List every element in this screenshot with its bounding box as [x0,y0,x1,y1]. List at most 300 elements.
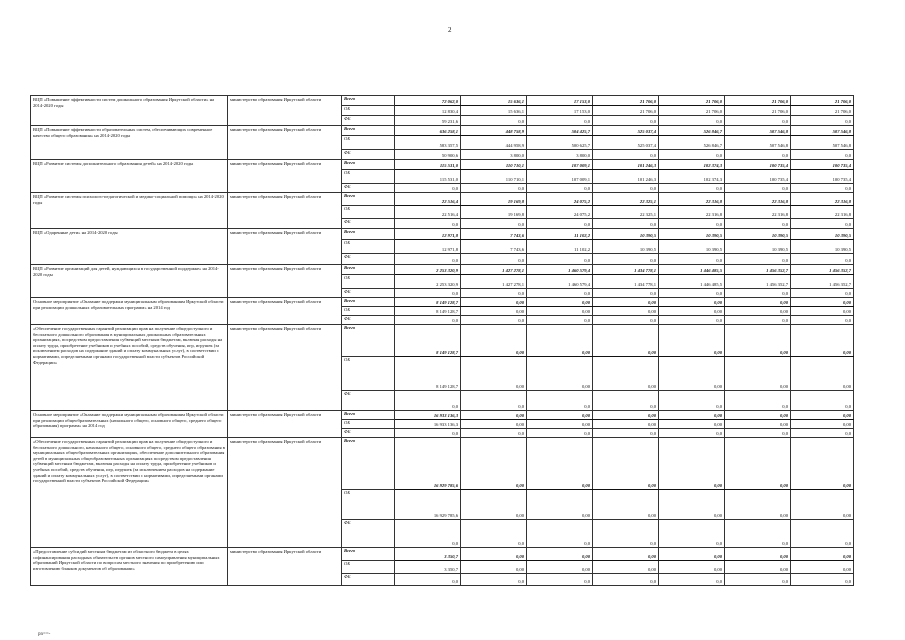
amount-cell: 507 546,8 [791,126,854,136]
amount-cell: 72 062,0 [395,96,461,106]
funding-source: ОБ [342,275,395,289]
amount-cell: 0,00 [791,490,854,520]
program-name: ВЦП «Повышение эффективности образовательных систем, обеспечивающих современное качество общего образования» на 2014-2020 годы [31,126,228,160]
amount-cell: 526 846,7 [659,126,725,136]
amount-cell: 15 636,1 [461,96,527,106]
amount-cell: 0,0 [791,289,854,298]
amount-cell: 0,00 [527,420,593,429]
funding-source: ОБ [342,561,395,574]
funding-source: Всего [342,160,395,170]
amount-cell: 0,0 [659,520,725,548]
amount-cell: 0,0 [527,219,593,229]
budget-table [30,95,854,586]
amount-cell: 0,0 [593,116,659,126]
amount-cell: 0,0 [395,520,461,548]
amount-cell: 0,00 [593,298,659,307]
funding-source: Всего [342,411,395,420]
funding-source: ФБ [342,574,395,586]
amount-cell: 0,00 [593,490,659,520]
amount-cell: 0,00 [527,411,593,420]
amount-cell: 0,0 [791,316,854,325]
amount-cell: 21 706,0 [725,106,791,116]
amount-cell: 16 933 136,3 [395,420,461,429]
amount-cell: 0,00 [659,490,725,520]
amount-cell: 3 800,0 [527,150,593,160]
program-name: Основное мероприятие «Оказание поддержки муниципальным образованиям Иркутской области при реализации общеобразовательных (начального общего, основного общего, среднего общего образования) программ» на 2014 год [31,411,228,438]
amount-cell: 0,00 [593,561,659,574]
amount-cell: 1 456 352,7 [725,275,791,289]
amount-cell: 0,0 [791,116,854,126]
amount-cell: 115 531,0 [395,170,461,184]
amount-cell: 0,0 [527,254,593,265]
amount-cell: 0,00 [725,561,791,574]
amount-cell: 0,0 [791,150,854,160]
funding-source: ОБ [342,420,395,429]
program-name: «Обеспечение государственных гарантий реализации прав на получение общедоступного и бесплатного дошкольного образования в муниципальных дошкольных образовательных организациях, посредством предоставления субвенций местным бюджетам, включая расходы на оплату труда, приобретение учебников и учебных пособий, средств обучения, игр, игрушек (за исключением расходов на содержание зданий и оплату коммунальных услуг), в соответствии с нормативами, определяемыми органами государственной власти субъектов Российской Федерации» [31,325,228,411]
funding-source: Всего [342,126,395,136]
amount-cell: 16 933 136,3 [395,411,461,420]
amount-cell: 10 390,5 [791,229,854,240]
executor: министерство образования Иркутской области [228,438,342,548]
amount-cell: 0,00 [659,411,725,420]
amount-cell: 8 149 128,7 [395,298,461,307]
amount-cell: 0,00 [725,357,791,391]
footer-mark: pn==- [38,632,51,637]
amount-cell: 3 350,7 [395,548,461,561]
funding-source: ФБ [342,520,395,548]
amount-cell: 22 316,8 [725,193,791,206]
funding-source: ОБ [342,170,395,184]
amount-cell: 507 546,8 [725,136,791,150]
executor: министерство образования Иркутской области [228,229,342,265]
amount-cell: 0,00 [527,490,593,520]
table-row [31,193,854,206]
amount-cell: 0,0 [659,316,725,325]
amount-cell: 1 427 278,1 [461,265,527,275]
amount-cell: 0,00 [791,307,854,316]
amount-cell: 0,00 [593,420,659,429]
amount-cell: 22 316,8 [791,206,854,219]
amount-cell: 0,0 [659,289,725,298]
amount-cell: 10 390,5 [659,240,725,254]
amount-cell: 0,00 [659,438,725,490]
amount-cell: 19 169,8 [461,206,527,219]
amount-cell: 0,0 [659,219,725,229]
executor: министерство образования Иркутской области [228,193,342,229]
amount-cell: 0,00 [461,438,527,490]
amount-cell: 0,0 [593,391,659,411]
amount-cell: 526 846,7 [659,136,725,150]
amount-cell: 507 546,8 [725,126,791,136]
amount-cell: 448 758,9 [461,126,527,136]
funding-source: Всего [342,438,395,490]
amount-cell: 22 325,1 [593,193,659,206]
amount-cell: 0,0 [593,184,659,193]
amount-cell: 10 390,5 [791,240,854,254]
amount-cell: 0,00 [791,420,854,429]
amount-cell: 0,0 [725,254,791,265]
amount-cell: 0,00 [593,438,659,490]
amount-cell: 11 102,2 [527,240,593,254]
amount-cell: 0,0 [593,429,659,438]
amount-cell: 0,00 [659,325,725,357]
amount-cell: 0,0 [527,429,593,438]
amount-cell: 500 625,7 [527,136,593,150]
amount-cell: 1 456 352,7 [791,265,854,275]
funding-source: ФБ [342,150,395,160]
amount-cell: 0,0 [659,429,725,438]
amount-cell: 0,00 [461,420,527,429]
amount-cell: 0,0 [791,429,854,438]
amount-cell: 8 149 128,7 [395,325,461,357]
amount-cell: 0,00 [725,420,791,429]
amount-cell: 0,00 [461,490,527,520]
funding-source: ФБ [342,254,395,265]
amount-cell: 0,0 [461,254,527,265]
amount-cell: 101 246,3 [593,170,659,184]
amount-cell: 24 075,2 [527,206,593,219]
amount-cell: 0,00 [791,561,854,574]
amount-cell: 0,0 [791,254,854,265]
amount-cell: 0,0 [461,116,527,126]
funding-source: ОБ [342,240,395,254]
amount-cell: 16 929 785,6 [395,438,461,490]
amount-cell: 0,00 [791,325,854,357]
amount-cell: 0,00 [791,298,854,307]
funding-source: ОБ [342,490,395,520]
amount-cell: 0,0 [593,520,659,548]
funding-source: ФБ [342,184,395,193]
amount-cell: 0,00 [725,490,791,520]
amount-cell: 0,0 [461,184,527,193]
amount-cell: 0,00 [725,411,791,420]
amount-cell: 0,00 [527,561,593,574]
executor: министерство образования Иркутской области [228,298,342,325]
amount-cell: 10 390,5 [725,240,791,254]
amount-cell: 0,00 [461,307,527,316]
amount-cell: 100 735,4 [725,160,791,170]
amount-cell: 0,00 [461,325,527,357]
amount-cell: 0,0 [725,219,791,229]
amount-cell: 0,0 [593,289,659,298]
amount-cell: 0,0 [461,289,527,298]
amount-cell: 0,00 [461,298,527,307]
amount-cell: 8 149 128,7 [395,357,461,391]
amount-cell: 1 434 778,1 [593,265,659,275]
amount-cell: 17 153,0 [527,96,593,106]
amount-cell: 0,00 [791,438,854,490]
amount-cell: 1 427 278,1 [461,275,527,289]
amount-cell: 0,00 [593,411,659,420]
program-name: ВЦП «Повышение эффективности систем дошкольного образования Иркутской области» на 2014-2020 годы [31,96,228,126]
amount-cell: 10 390,5 [725,229,791,240]
amount-cell: 0,0 [659,116,725,126]
amount-cell: 0,0 [725,150,791,160]
amount-cell: 0,00 [659,298,725,307]
amount-cell: 0,00 [527,298,593,307]
amount-cell: 525 037,4 [593,126,659,136]
amount-cell: 0,00 [659,561,725,574]
amount-cell: 0,0 [593,316,659,325]
amount-cell: 0,0 [791,574,854,586]
program-name: ВЦП «Развитие организаций для детей, нуждающихся в государственной поддержке» на 2014-2020 годы [31,265,228,298]
amount-cell: 101 246,3 [593,160,659,170]
amount-cell: 2 253 320,9 [395,265,461,275]
amount-cell: 0,00 [659,357,725,391]
amount-cell: 15 636,1 [461,106,527,116]
program-name: «Предоставление субсидий местным бюджетам из областного бюджета в целях софинансирования расходных обязательств органов местного самоуправления муниципальных образований Иркутской области по вопросам местного значения по приобретению или изготовлению бланков документов об образовании» [31,548,228,586]
amount-cell: 8 149 128,7 [395,307,461,316]
amount-cell: 0,00 [725,325,791,357]
amount-cell: 0,0 [461,520,527,548]
table-row [31,96,854,106]
amount-cell: 0,00 [593,357,659,391]
amount-cell: 0,0 [725,391,791,411]
amount-cell: 0,00 [659,307,725,316]
amount-cell: 0,0 [791,391,854,411]
amount-cell: 0,0 [593,150,659,160]
funding-source: Всего [342,229,395,240]
funding-source: ОБ [342,136,395,150]
amount-cell: 12 971,8 [395,240,461,254]
amount-cell: 0,0 [659,184,725,193]
amount-cell: 1 460 579,4 [527,265,593,275]
amount-cell: 22 325,1 [593,206,659,219]
funding-source: ФБ [342,219,395,229]
amount-cell: 0,0 [527,116,593,126]
amount-cell: 0,00 [725,438,791,490]
amount-cell: 636 258,1 [395,126,461,136]
amount-cell: 21 706,0 [725,96,791,106]
amount-cell: 0,0 [725,520,791,548]
funding-source: ОБ [342,307,395,316]
amount-cell: 0,0 [395,254,461,265]
amount-cell: 0,0 [593,254,659,265]
amount-cell: 0,00 [527,548,593,561]
amount-cell: 1 446 485,5 [659,275,725,289]
program-name: «Обеспечение государственных гарантий реализации прав на получение общедоступного и бесплатного дошкольного, начального общего, основного общего, среднего общего образования в муниципальных общеобразовательных организациях, обеспечение дополнительного образования детей в муниципальных общеобразовательных организациях посредством предоставления субвенций местным бюджетам, включая расходы на оплату труда, приобретение учебников и учебных пособий, средств обучения, игр, игрушек (за исключением расходов на содержание зданий и оплату коммунальных услуг), в соответствии с нормативами, определяемыми органами государственной власти субъектов Российской Федерации» [31,438,228,548]
table-row [31,229,854,240]
amount-cell: 17 153,0 [527,106,593,116]
amount-cell: 24 075,2 [527,193,593,206]
amount-cell: 0,00 [461,561,527,574]
amount-cell: 0,00 [461,411,527,420]
amount-cell: 0,0 [659,150,725,160]
program-name: ВЦП «Одаренные дети» на 2014-2020 годы [31,229,228,265]
amount-cell: 0,0 [725,116,791,126]
amount-cell: 504 425,7 [527,126,593,136]
amount-cell: 2 253 320,9 [395,275,461,289]
amount-cell: 16 929 785,6 [395,490,461,520]
executor: министерство образования Иркутской области [228,126,342,160]
executor: министерство образования Иркутской области [228,265,342,298]
amount-cell: 12 971,8 [395,229,461,240]
table-row [31,265,854,275]
amount-cell: 21 706,0 [659,96,725,106]
amount-cell: 0,0 [395,289,461,298]
amount-cell: 0,0 [395,316,461,325]
executor: министерство образования Иркутской области [228,96,342,126]
amount-cell: 0,0 [791,520,854,548]
funding-source: ФБ [342,429,395,438]
table-row [31,438,854,490]
table-row [31,298,854,307]
amount-cell: 0,0 [659,574,725,586]
amount-cell: 0,0 [461,574,527,586]
amount-cell: 12 830,4 [395,106,461,116]
amount-cell: 21 706,0 [593,96,659,106]
amount-cell: 444 958,9 [461,136,527,150]
amount-cell: 0,0 [725,184,791,193]
amount-cell: 0,0 [461,219,527,229]
amount-cell: 0,00 [461,548,527,561]
amount-cell: 7 743,6 [461,229,527,240]
budget-table-container [30,95,853,586]
amount-cell: 10 390,5 [659,229,725,240]
page-number: 2 [448,26,452,34]
table-row [31,548,854,561]
executor: министерство образования Иркутской области [228,411,342,438]
amount-cell: 0,00 [725,307,791,316]
amount-cell: 0,00 [791,411,854,420]
executor: министерство образования Иркутской области [228,160,342,193]
amount-cell: 3 350,7 [395,561,461,574]
funding-source: ФБ [342,116,395,126]
funding-source: ОБ [342,357,395,391]
amount-cell: 0,00 [527,325,593,357]
executor: министерство образования Иркутской области [228,325,342,411]
executor: министерство образования Иркутской области [228,548,342,586]
amount-cell: 0,00 [725,298,791,307]
amount-cell: 0,0 [725,574,791,586]
amount-cell: 0,0 [461,429,527,438]
amount-cell: 21 706,0 [659,106,725,116]
amount-cell: 22 316,8 [725,206,791,219]
funding-source: ОБ [342,106,395,116]
amount-cell: 22 316,8 [791,193,854,206]
amount-cell: 0,0 [527,574,593,586]
amount-cell: 0,0 [461,391,527,411]
amount-cell: 3 800,0 [461,150,527,160]
amount-cell: 0,0 [527,520,593,548]
amount-cell: 22 316,8 [659,193,725,206]
amount-cell: 0,0 [527,184,593,193]
amount-cell: 107 009,1 [527,160,593,170]
amount-cell: 0,0 [725,289,791,298]
amount-cell: 1 460 579,4 [527,275,593,289]
table-row [31,325,854,357]
amount-cell: 0,0 [461,316,527,325]
table-row [31,160,854,170]
amount-cell: 0,0 [725,429,791,438]
amount-cell: 10 390,5 [593,229,659,240]
amount-cell: 21 706,0 [791,106,854,116]
amount-cell: 0,0 [527,316,593,325]
amount-cell: 507 546,8 [791,136,854,150]
amount-cell: 1 456 352,7 [725,265,791,275]
program-name: Основное мероприятие «Оказание поддержки муниципальным образованиям Иркутской области при реализации дошкольных образовательных программ» на 2014 год [31,298,228,325]
amount-cell: 21 706,0 [791,96,854,106]
amount-cell: 0,0 [527,289,593,298]
program-name: ВЦП «Развитие системы дополнительного образования детей» на 2014-2020 годы [31,160,228,193]
funding-source: Всего [342,96,395,106]
amount-cell: 59 231,6 [395,116,461,126]
amount-cell: 583 357,5 [395,136,461,150]
amount-cell: 115 531,0 [395,160,461,170]
amount-cell: 0,0 [527,391,593,411]
amount-cell: 0,0 [395,184,461,193]
amount-cell: 525 037,4 [593,136,659,150]
amount-cell: 22 516,4 [395,206,461,219]
amount-cell: 0,00 [527,307,593,316]
amount-cell: 102 374,3 [659,160,725,170]
amount-cell: 0,00 [593,325,659,357]
amount-cell: 0,0 [791,219,854,229]
amount-cell: 0,0 [791,184,854,193]
amount-cell: 100 735,4 [791,160,854,170]
amount-cell: 0,00 [791,357,854,391]
amount-cell: 11 102,2 [527,229,593,240]
amount-cell: 7 743,6 [461,240,527,254]
amount-cell: 0,0 [593,574,659,586]
amount-cell: 107 009,1 [527,170,593,184]
amount-cell: 1 434 778,1 [593,275,659,289]
amount-cell: 110 710,1 [461,160,527,170]
amount-cell: 0,0 [725,316,791,325]
amount-cell: 0,00 [593,307,659,316]
funding-source: Всего [342,548,395,561]
amount-cell: 50 900,6 [395,150,461,160]
amount-cell: 21 706,0 [593,106,659,116]
funding-source: ФБ [342,316,395,325]
amount-cell: 0,0 [659,254,725,265]
amount-cell: 0,0 [593,219,659,229]
funding-source: ФБ [342,391,395,411]
amount-cell: 0,00 [527,438,593,490]
amount-cell: 0,00 [593,548,659,561]
amount-cell: 22 316,8 [659,206,725,219]
amount-cell: 102 374,3 [659,170,725,184]
funding-source: ФБ [342,289,395,298]
funding-source: ОБ [342,206,395,219]
amount-cell: 0,0 [395,574,461,586]
amount-cell: 0,0 [395,391,461,411]
funding-source: Всего [342,193,395,206]
amount-cell: 1 456 352,7 [791,275,854,289]
amount-cell: 100 735,4 [791,170,854,184]
amount-cell: 100 735,4 [725,170,791,184]
amount-cell: 0,00 [659,548,725,561]
amount-cell: 0,0 [395,219,461,229]
amount-cell: 10 390,5 [593,240,659,254]
amount-cell: 0,00 [527,357,593,391]
amount-cell: 0,00 [725,548,791,561]
amount-cell: 0,0 [395,429,461,438]
program-name: ВЦП «Развитие системы психолого-педагогической и медико-социальной помощи» на 2014-2020 годы [31,193,228,229]
funding-source: Всего [342,298,395,307]
amount-cell: 1 446 485,5 [659,265,725,275]
amount-cell: 0,00 [461,357,527,391]
funding-source: Всего [342,325,395,357]
amount-cell: 19 169,8 [461,193,527,206]
table-row [31,411,854,420]
amount-cell: 110 710,1 [461,170,527,184]
amount-cell: 0,0 [659,391,725,411]
amount-cell: 0,00 [659,420,725,429]
funding-source: Всего [342,265,395,275]
amount-cell: 22 516,4 [395,193,461,206]
table-row [31,126,854,136]
